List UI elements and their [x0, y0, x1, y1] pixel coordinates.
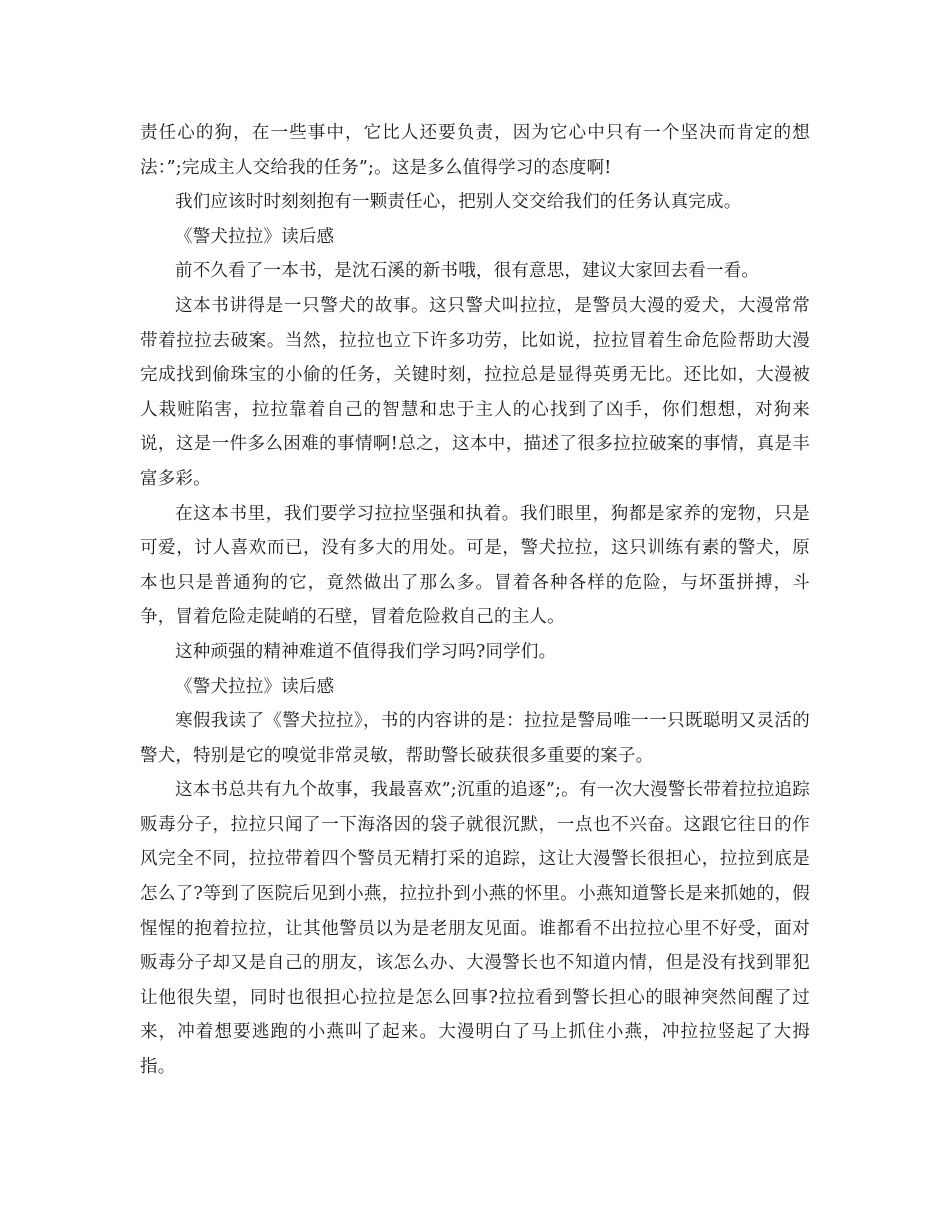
paragraph: 我们应该时时刻刻抱有一颗责任心，把别人交交给我们的任务认真完成。 [175, 192, 742, 213]
paragraph: 在这本书里，我们要学习拉拉坚强和执着。我们眼里，狗都是家养的宠物，只是可爱，讨人喜欢而已，没有多大的用处。可是，警犬拉拉，这只训练有素的警犬，原本也只是普通狗的它，竟然做出了那么多。冒着各种各样的危险，与坏蛋拼搏，斗争，冒着危险走陡峭的石壁，冒着危险救自己的主人。 [140, 503, 810, 628]
paragraph: 前不久看了一本书，是沈石溪的新书哦，很有意思，建议大家回去看一看。 [175, 261, 760, 282]
section-heading: 《警犬拉拉》读后感 [175, 226, 335, 247]
paragraph: 这本书总共有九个故事，我最喜欢”;沉重的追逐”;。有一次大漫警长带着拉拉追踪贩毒分子，拉拉只闻了一下海洛因的袋子就很沉默，一点也不兴奋。这跟它往日的作风完全不同，拉拉带着四个警员无精打采的追踪，这让大漫警长很担心，拉拉到底是怎么了?等到了医院后见到小燕，拉拉扑到小燕的怀里。小燕知道警长是来抓她的，假惺惺的抱着拉拉，让其他警员以为是老朋友见面。谁都看不出拉拉心里不好受，面对贩毒分子却又是自己的朋友，该怎么办、大漫警长也不知道内情，但是没有找到罪犯让他很失望，同时也很担心拉拉是怎么回事?拉拉看到警长担心的眼神突然间醒了过来，冲着想要逃跑的小燕叫了起来。大漫明白了马上抓住小燕，冲拉拉竖起了大拇指。 [140, 780, 810, 1078]
paragraph-continuation: 责任心的狗，在一些事中，它比人还要负责，因为它心中只有一个坚决而肯定的想法：”;完成主人交给我的任务”;。这是多么值得学习的态度啊! [140, 123, 810, 178]
paragraph: 这种顽强的精神难道不值得我们学习吗?同学们。 [175, 641, 557, 662]
paragraph: 这本书讲得是一只警犬的故事。这只警犬叫拉拉，是警员大漫的爱犬，大漫常常带着拉拉去破案。当然，拉拉也立下许多功劳，比如说，拉拉冒着生命危险帮助大漫完成找到偷珠宝的小偷的任务，关键时刻，拉拉总是显得英勇无比。还比如，大漫被人栽赃陷害，拉拉靠着自己的智慧和忠于主人的心找到了凶手，你们想想，对狗来说，这是一件多么困难的事情啊!总之，这本中，描述了很多拉拉破案的事情，真是丰富多彩。 [140, 295, 810, 489]
section-heading: 《警犬拉拉》读后感 [175, 676, 335, 697]
document-body [140, 116, 810, 1085]
paragraph: 寒假我读了《警犬拉拉》，书的内容讲的是：拉拉是警局唯一一只既聪明又灵活的警犬，特别是它的嗅觉非常灵敏，帮助警长破获很多重要的案子。 [140, 711, 810, 766]
